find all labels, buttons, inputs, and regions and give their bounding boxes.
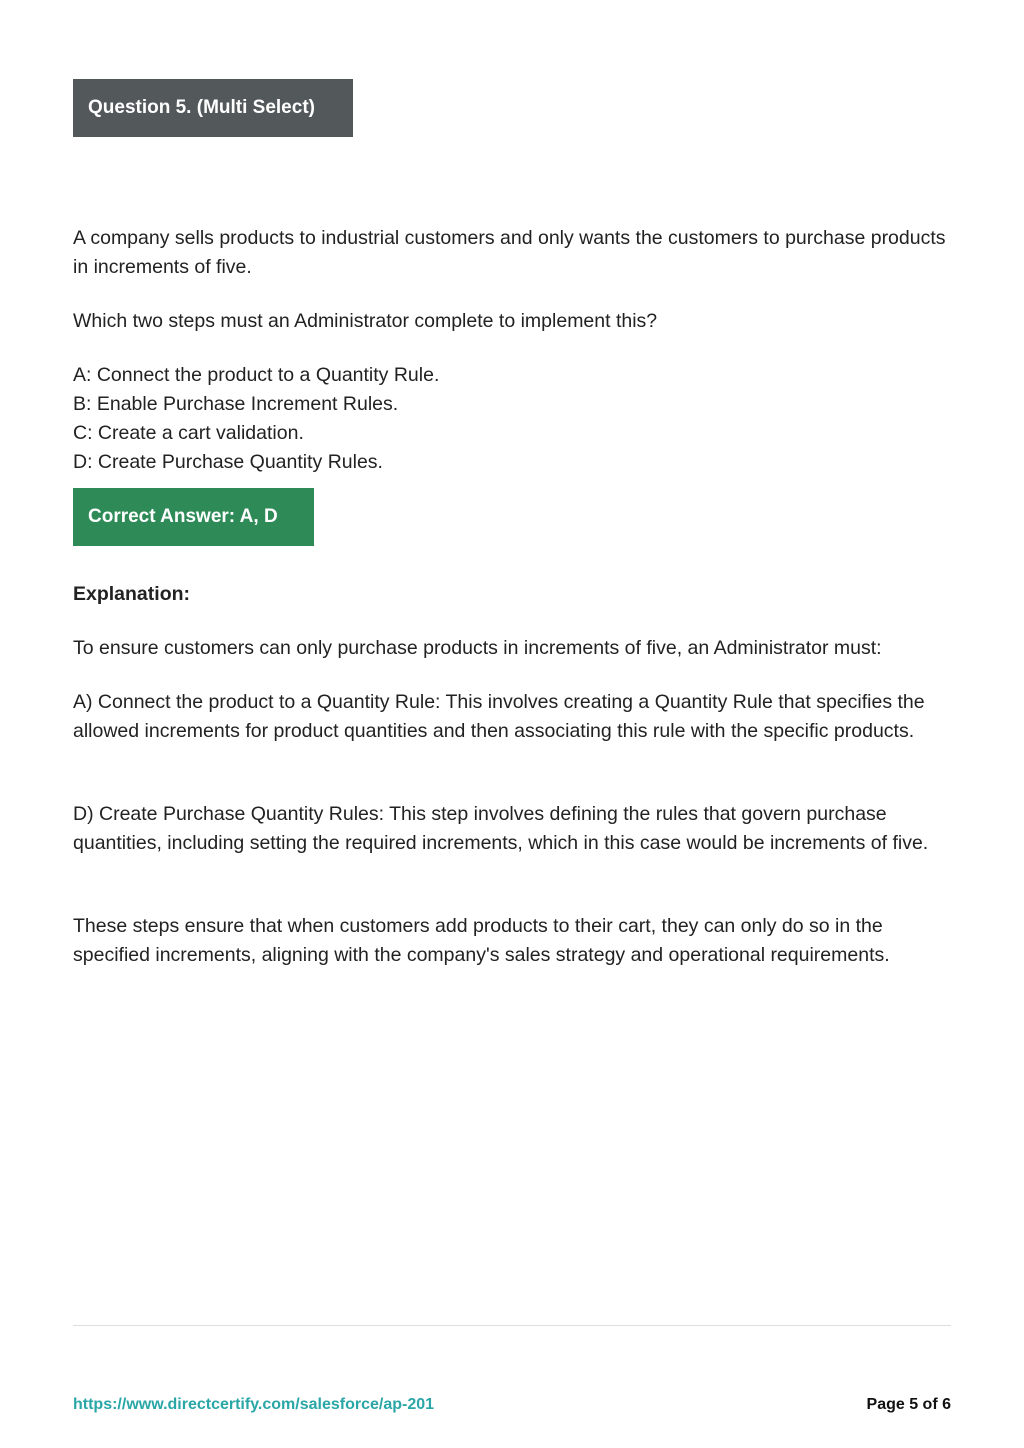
option-a: A: Connect the product to a Quantity Rule. <box>73 364 440 386</box>
question-header: Question 5. (Multi Select) <box>73 79 353 137</box>
explanation-title-block <box>73 580 953 609</box>
question-prompt-text: Which two steps must an Administrator complete to implement this? <box>73 310 658 332</box>
explanation-title: Explanation: <box>73 583 191 605</box>
option-c: C: Create a cart validation. <box>73 422 304 444</box>
explanation-paragraph-d <box>73 800 953 858</box>
page-number: Page 5 of 6 <box>866 1396 951 1413</box>
footer-url-link[interactable]: https://www.directcertify.com/salesforce/ap-201 <box>73 1396 435 1413</box>
question-stem-text: A company sells products to industrial customers and only wants the customers to purchase products in increments of five. <box>73 227 946 278</box>
explanation-paragraph-intro <box>73 634 953 663</box>
explanation-paragraph: A) Connect the product to a Quantity Rule: This involves creating a Quantity Rule that specifies the allowed increments for product quantities and then associating this rule with the specific products. <box>73 691 925 742</box>
explanation-paragraph: These steps ensure that when customers add products to their cart, they can only do so in the specified increments, aligning with the company's sales strategy and operational requirements. <box>73 915 890 966</box>
explanation-paragraph-summary <box>73 912 953 970</box>
option-list <box>73 361 953 477</box>
option-d: D: Create Purchase Quantity Rules. <box>73 451 383 473</box>
explanation-paragraph-a <box>73 688 953 746</box>
option-b: B: Enable Purchase Increment Rules. <box>73 393 399 415</box>
footer-divider <box>73 1325 951 1326</box>
explanation-paragraph: D) Create Purchase Quantity Rules: This step involves defining the rules that govern purchase quantities, including setting the required increments, which in this case would be increments of five. <box>73 803 929 854</box>
question-stem <box>73 224 953 282</box>
correct-answer-badge: Correct Answer: A, D <box>73 488 314 546</box>
question-prompt <box>73 307 953 336</box>
explanation-paragraph: To ensure customers can only purchase products in increments of five, an Administrator must: <box>73 637 882 659</box>
